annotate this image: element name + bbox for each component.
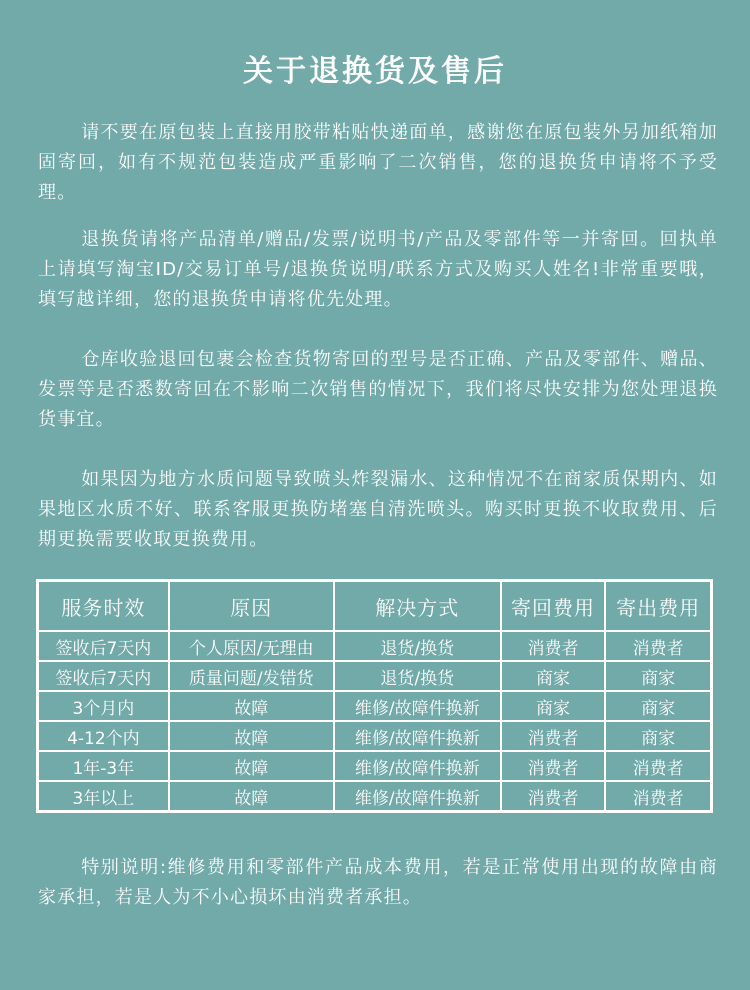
- cell-send-fee: 消费者: [605, 781, 711, 811]
- table-row: [38, 661, 711, 691]
- cell-reason: 个人原因/无理由: [169, 631, 334, 661]
- cell-return-fee: 消费者: [501, 751, 606, 781]
- page-title: 关于退换货及售后: [243, 54, 507, 89]
- cell-reason: 故障: [169, 781, 334, 811]
- cell-period: 3年以上: [38, 781, 169, 811]
- header-send-fee: 寄出费用: [605, 581, 711, 631]
- cell-return-fee: 消费者: [501, 721, 606, 751]
- cell-period: 签收后7天内: [38, 661, 169, 691]
- cell-period: 4-12个内: [38, 721, 169, 751]
- cell-period: 签收后7天内: [38, 631, 169, 661]
- cell-return-fee: 消费者: [501, 781, 606, 811]
- cell-solution: 维修/故障件换新: [334, 751, 501, 781]
- table-header-row: [38, 581, 711, 631]
- return-items-notice: 退换货请将产品清单/赠品/发票/说明书/产品及零部件等一并寄回。回执单上请填写淘宝ID/交易订单号/退换货说明/联系方式及购买人姓名!非常重要哦，填写越详细，您的退换货申请将优先处理。: [38, 229, 718, 310]
- cell-solution: 退货/换货: [334, 631, 501, 661]
- table-row: [38, 691, 711, 721]
- cell-send-fee: 商家: [605, 721, 711, 751]
- cell-solution: 退货/换货: [334, 661, 501, 691]
- header-service-period: 服务时效: [38, 581, 169, 631]
- cell-send-fee: 商家: [605, 661, 711, 691]
- cell-send-fee: 消费者: [605, 631, 711, 661]
- cell-reason: 故障: [169, 751, 334, 781]
- header-return-fee: 寄回费用: [501, 581, 606, 631]
- after-sales-table: [36, 579, 713, 813]
- cell-send-fee: 消费者: [605, 751, 711, 781]
- header-reason: 原因: [169, 581, 334, 631]
- table-row: [38, 781, 711, 811]
- table-row: [38, 721, 711, 751]
- cell-solution: 维修/故障件换新: [334, 721, 501, 751]
- cell-send-fee: 商家: [605, 691, 711, 721]
- cell-return-fee: 消费者: [501, 631, 606, 661]
- cell-return-fee: 商家: [501, 691, 606, 721]
- cell-period: 3个月内: [38, 691, 169, 721]
- header-solution: 解决方式: [334, 581, 501, 631]
- cell-solution: 维修/故障件换新: [334, 781, 501, 811]
- cell-return-fee: 商家: [501, 661, 606, 691]
- cell-reason: 质量问题/发错货: [169, 661, 334, 691]
- cell-period: 1年-3年: [38, 751, 169, 781]
- table-row: [38, 751, 711, 781]
- cell-reason: 故障: [169, 721, 334, 751]
- cell-reason: 故障: [169, 691, 334, 721]
- cell-solution: 维修/故障件换新: [334, 691, 501, 721]
- inspection-notice: 仓库收验退回包裹会检查货物寄回的型号是否正确、产品及零部件、赠品、发票等是否悉数寄回在不影响二次销售的情况下，我们将尽快安排为您处理退换货事宜。: [38, 349, 718, 430]
- water-quality-notice: 如果因为地方水质问题导致喷头炸裂漏水、这种情况不在商家质保期内、如果地区水质不好、联系客服更换防堵塞自清洗喷头。购买时更换不收取费用、后期更换需要收取更换费用。: [38, 469, 718, 550]
- packaging-notice: 请不要在原包装上直接用胶带粘贴快递面单，感谢您在原包装外另加纸箱加固寄回，如有不规范包装造成严重影响了二次销售，您的退换货申请将不予受理。: [38, 122, 718, 203]
- special-note: 特别说明:维修费用和零部件产品成本费用，若是正常使用出现的故障由商家承担，若是人为不小心损坏由消费者承担。: [38, 857, 718, 908]
- table-row: [38, 631, 711, 661]
